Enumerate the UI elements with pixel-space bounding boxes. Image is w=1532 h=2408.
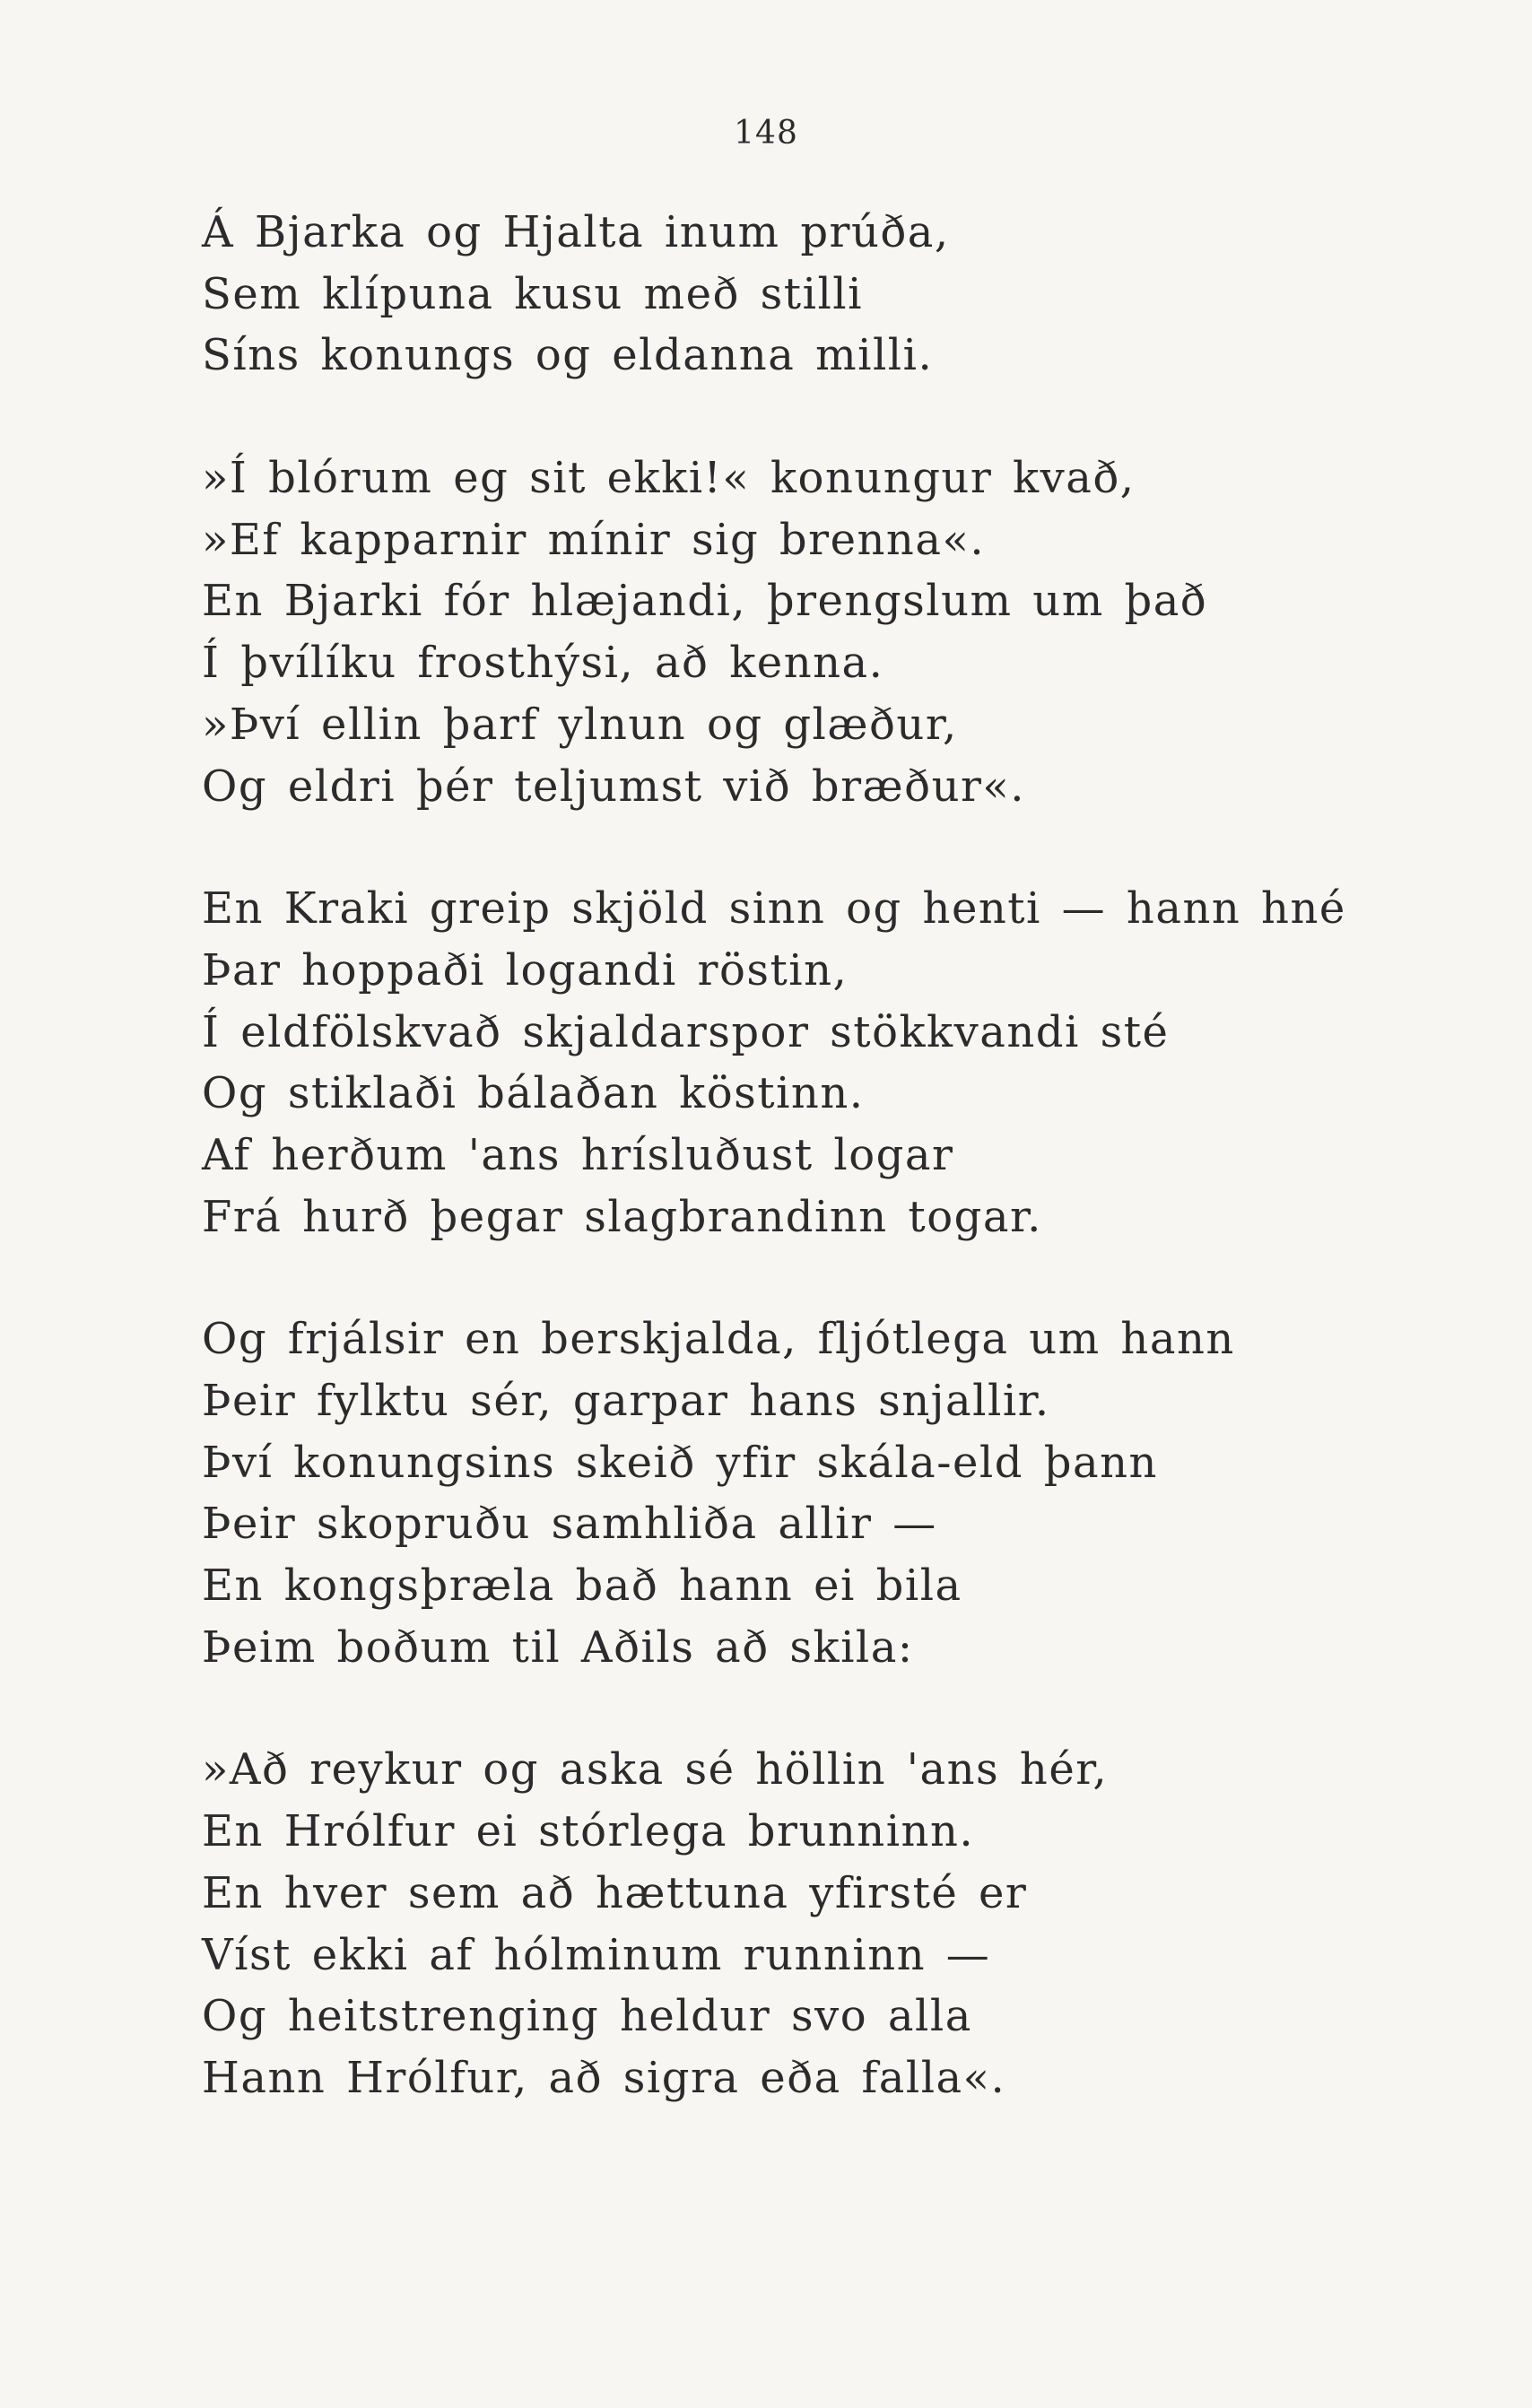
poem-line: »Í blórum eg sit ekki!« konungur kvað, bbox=[202, 453, 1136, 504]
poem-line: Og frjálsir en berskjalda, fljótlega um hann bbox=[202, 1314, 1235, 1365]
poem-line: Þeir fylktu sér, garpar hans snjallir. bbox=[202, 1376, 1050, 1426]
poem-line: »Að reykur og aska sé höllin 'ans hér, bbox=[202, 1744, 1109, 1795]
poem-line: En Kraki greip skjöld sinn og henti — hann hné bbox=[202, 883, 1346, 935]
stanza-3 bbox=[202, 878, 1493, 1247]
poem-body bbox=[202, 202, 1493, 2170]
poem-line: Í eldfölskvað skjaldarspor stökkvandi sté bbox=[202, 1006, 1170, 1057]
page-number: 148 bbox=[734, 115, 798, 152]
poem-line: Og heitstrenging heldur svo alla bbox=[202, 1991, 972, 2042]
poem-line: »Ef kapparnir mínir sig brenna«. bbox=[202, 514, 986, 565]
stanza-2 bbox=[202, 448, 1493, 817]
poem-line: Í þvílíku frosthýsi, að kenna. bbox=[202, 638, 884, 689]
poem-line: Því konungsins skeið yfir skála-eld þann bbox=[202, 1437, 1158, 1488]
poem-line: Þeim boðum til Aðils að skila: bbox=[202, 1621, 914, 1673]
poem-line: Þar hoppaði logandi röstin, bbox=[202, 944, 849, 995]
poem-line: Á Bjarka og Hjalta inum prúða, bbox=[202, 207, 950, 257]
poem-line: Hann Hrólfur, að sigra eða falla«. bbox=[202, 2052, 1006, 2103]
poem-line: Frá hurð þegar slagbrandinn togar. bbox=[202, 1191, 1042, 1242]
poem-line: Víst ekki af hólminum runninn — bbox=[202, 1929, 991, 1980]
stanza-5 bbox=[202, 1739, 1493, 2108]
poem-line: En hver sem að hættuna yfirsté er bbox=[202, 1867, 1028, 1918]
poem-line: En Hrólfur ei stórlega brunninn. bbox=[202, 1806, 975, 1857]
poem-line: »Því ellin þarf ylnun og glæður, bbox=[202, 699, 958, 750]
poem-line: En Bjarki fór hlæjandi, þrengslum um það bbox=[202, 576, 1208, 627]
stanza-4 bbox=[202, 1308, 1493, 1678]
poem-line: Þeir skopruðu samhliða allir — bbox=[202, 1499, 937, 1550]
poem-line: En kongsþræla bað hann ei bila bbox=[202, 1560, 962, 1612]
poem-line: Af herðum 'ans hrísluðust logar bbox=[202, 1129, 954, 1180]
poem-line: Sem klípuna kusu með stilli bbox=[202, 268, 863, 319]
poem-line: Og eldri þér teljumst við bræður«. bbox=[202, 761, 1026, 812]
poem-line: Og stiklaði bálaðan köstinn. bbox=[202, 1068, 865, 1119]
stanza-1 bbox=[202, 202, 1493, 387]
poem-line: Síns konungs og eldanna milli. bbox=[202, 330, 934, 381]
